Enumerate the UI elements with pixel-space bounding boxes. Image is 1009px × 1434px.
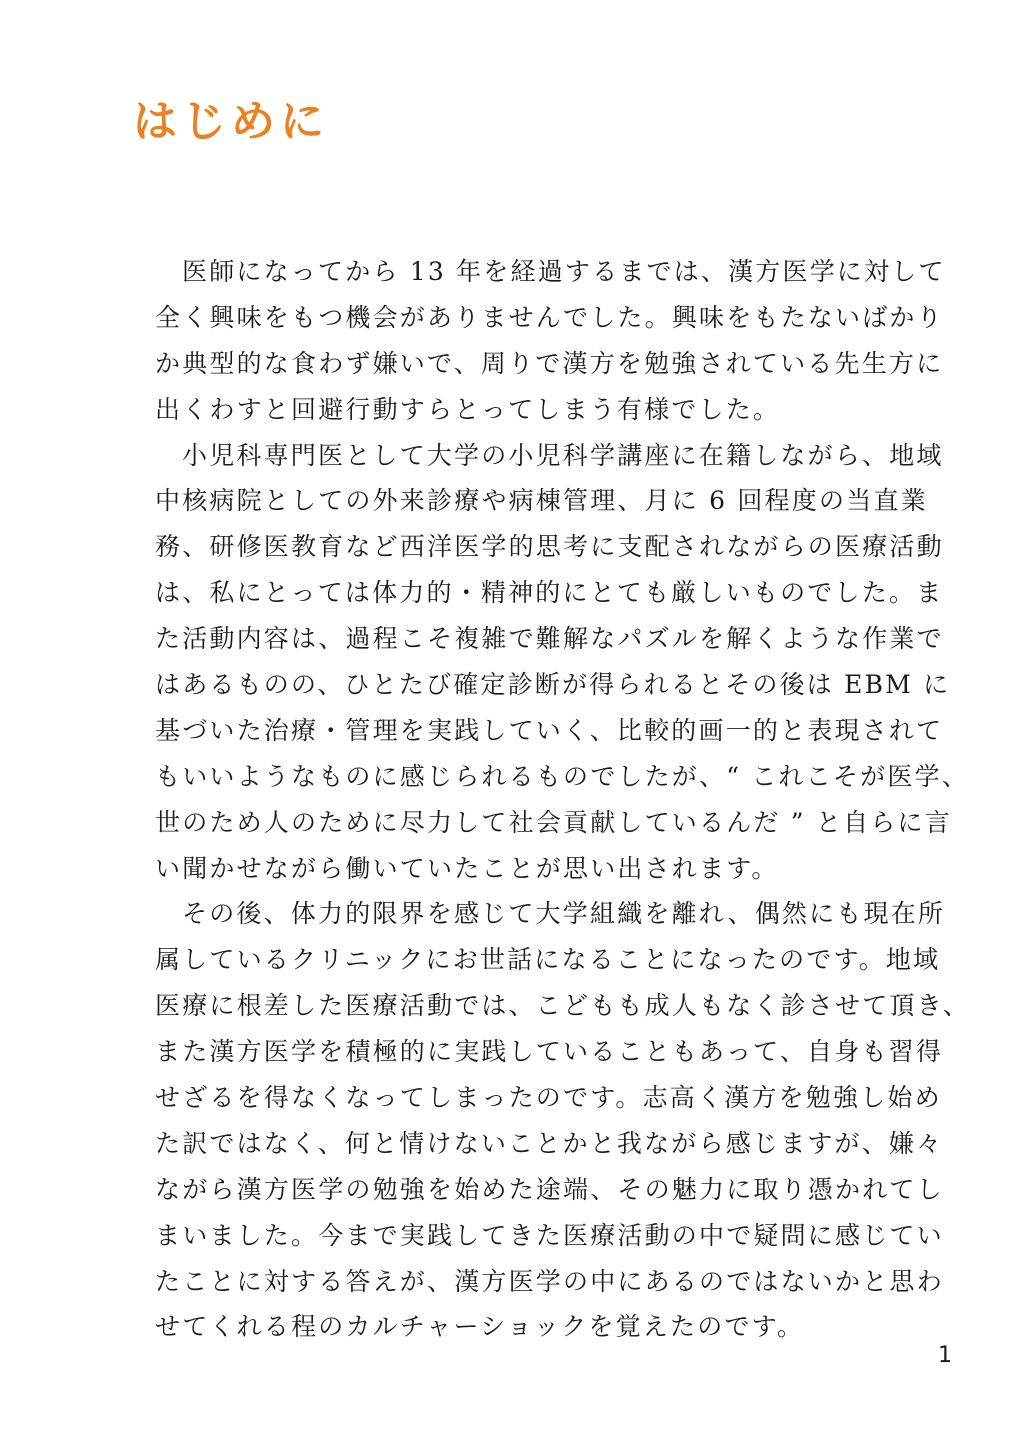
text-line: また漢方医学を積極的に実践していることもあって、自身も習得: [155, 1037, 944, 1067]
text-line: 務、研修医教育など西洋医学的思考に支配されながらの医療活動: [155, 532, 944, 562]
text-line: 出くわすと回避行動すらとってしまう有様でした。: [155, 394, 781, 424]
text-line: 医療に根差した医療活動では、こどもも成人もなく診させて頂き、: [155, 991, 971, 1021]
text-line: その後、体力的限界を感じて大学組織を離れ、偶然にも現在所: [182, 899, 946, 929]
text-line: 医師になってから 13 年を経過するまでは、漢方医学に対して: [182, 257, 946, 286]
text-line: たことに対する答えが、漢方医学の中にあるのではないかと思わ: [155, 1266, 944, 1296]
page-number: 1: [938, 1343, 952, 1368]
text-line: ながら漢方医学の勉強を始めた途端、その魅力に取り憑かれてし: [155, 1174, 944, 1204]
text-line: せざるを得なくなってしまったのです。志高く漢方を勉強し始め: [155, 1083, 942, 1113]
text-line: た活動内容は、過程こそ複雑で難解なパズルを解くような作業で: [155, 624, 944, 654]
text-line: 基づいた治療・管理を実践していく、比較的画一的と表現されて: [155, 715, 944, 745]
text-line: まいました。今まで実践してきた医療活動の中で疑問に感じてい: [155, 1220, 944, 1250]
text-line: 中核病院としての外来診療や病棟管理、月に 6 回程度の当直業: [155, 486, 928, 516]
text-line: せてくれる程のカルチャーショックを覚えたのです。: [155, 1312, 805, 1342]
text-line: 属しているクリニックにお世話になることになったのです。地域: [155, 945, 941, 975]
text-line: もいいようなものに感じられるものでしたが、“ これこそが医学、: [155, 761, 969, 791]
text-line: か典型的な食わず嫌いで、周りで漢方を勉強されている先生方に: [155, 348, 944, 378]
page-title: はじめに: [133, 96, 329, 147]
text-line: 全く興味をもつ機会がありませんでした。興味をもたないばかり: [155, 302, 944, 332]
text-line: い聞かせながら働いていたことが思い出されます。: [155, 853, 779, 883]
text-line: た訳ではなく、何と情けないことかと我ながら感じますが、嫌々: [155, 1128, 944, 1158]
text-line: は、私にとっては体力的・精神的にとても厳しいものでした。ま: [155, 578, 944, 608]
text-line: 小児科専門医として大学の小児科学講座に在籍しながら、地域: [182, 440, 944, 470]
body-text: [155, 249, 971, 1350]
text-line: 世のため人のために尽力して社会貢献しているんだ ” と自らに言: [155, 807, 952, 837]
text-line: はあるものの、ひとたび確定診断が得られるとその後は EBM に: [155, 670, 951, 700]
